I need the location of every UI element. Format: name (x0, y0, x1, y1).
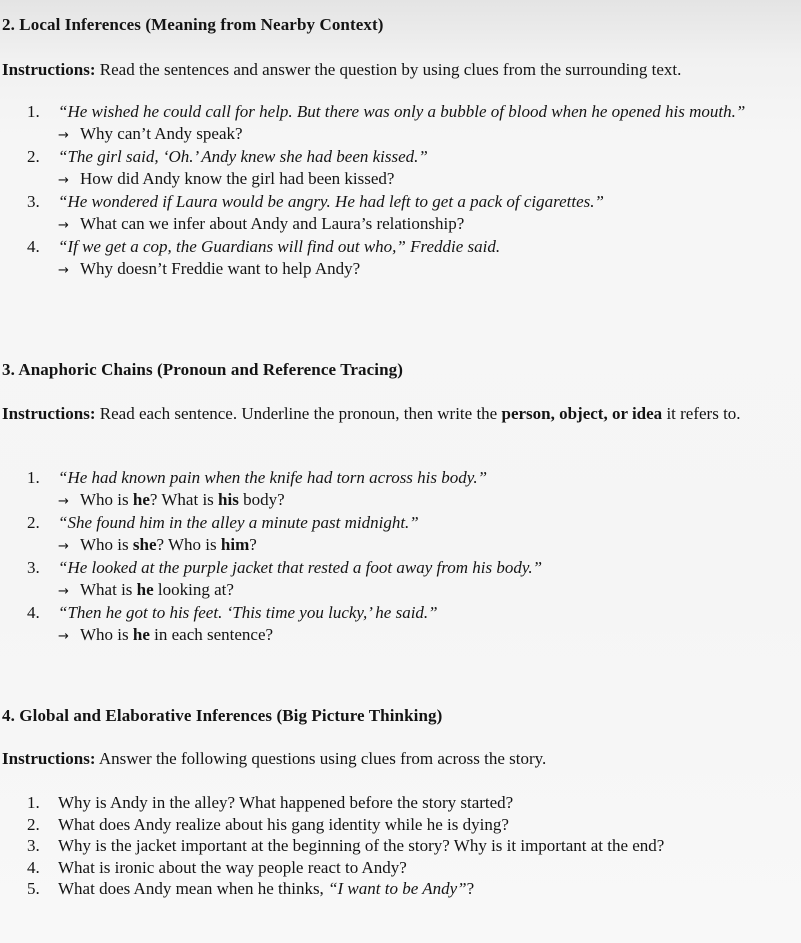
question-text-end: ? (466, 879, 475, 898)
arrow-icon: → (58, 127, 69, 143)
arrow-icon: → (58, 583, 69, 599)
item-number: 3. (27, 558, 40, 577)
item-question (58, 123, 758, 147)
item-question (58, 534, 758, 558)
pronoun: he (132, 489, 150, 509)
section-2-list (0, 101, 758, 281)
question-text: ? What is (149, 489, 219, 509)
question-text: Why can’t Andy speak? (80, 123, 243, 143)
item-number: 1. (27, 793, 40, 812)
section-2-title: 2. Local Inferences (Meaning from Nearby Context) (2, 15, 384, 34)
arrow-icon: → (58, 262, 69, 278)
list-item (0, 857, 758, 879)
list-item (0, 557, 758, 602)
item-number: 1. (27, 102, 40, 121)
pronoun: his (218, 489, 239, 509)
list-item (0, 146, 758, 191)
item-number: 4. (27, 603, 40, 622)
section-4-list (0, 792, 758, 900)
question-text: Who is (80, 624, 133, 644)
instructions-label: Instructions: (2, 749, 96, 768)
pronoun: she (132, 534, 157, 554)
instructions-text: Read the sentences and answer the question by using clues from the surrounding text. (95, 60, 682, 79)
item-number: 4. (27, 237, 40, 256)
pronoun: he (136, 579, 154, 599)
list-item (0, 467, 758, 512)
item-quote: “He had known pain when the knife had torn across his body.” (58, 468, 488, 487)
list-item (0, 191, 758, 236)
question-text: ? Who is (156, 534, 221, 554)
question-text: body? (238, 489, 285, 509)
item-question (58, 168, 758, 192)
section-4-instructions (2, 748, 762, 770)
question-text: What is (80, 579, 137, 599)
item-question (58, 489, 758, 513)
section-4-title: 4. Global and Elaborative Inferences (Big Picture Thinking) (2, 706, 443, 725)
arrow-icon: → (58, 538, 69, 554)
section-3-list (0, 467, 758, 647)
pronoun: he (132, 624, 150, 644)
list-item (0, 101, 758, 146)
question-text: looking at? (153, 579, 234, 599)
item-quote: “If we get a cop, the Guardians will find out who,” Freddie said. (58, 237, 501, 256)
list-item (0, 835, 758, 857)
item-number: 3. (27, 192, 40, 211)
question-text: What can we infer about Andy and Laura’s relationship? (80, 213, 465, 233)
instructions-label: Instructions: (2, 404, 96, 423)
section-3-title: 3. Anaphoric Chains (Pronoun and Reference Tracing) (2, 360, 404, 379)
list-item (0, 792, 758, 814)
instructions-label: Instructions: (2, 60, 96, 79)
item-quote: “He looked at the purple jacket that rested a foot away from his body.” (58, 558, 543, 577)
section-2-instructions (2, 59, 762, 81)
arrow-icon: → (58, 217, 69, 233)
item-question (58, 624, 758, 648)
item-question (58, 213, 758, 237)
instructions-text: Answer the following questions using clues from across the story. (95, 749, 547, 768)
item-quote: “Then he got to his feet. ‘This time you lucky,’ he said.” (58, 603, 438, 622)
list-item (0, 236, 758, 281)
question-text: How did Andy know the girl had been kissed? (80, 168, 395, 188)
arrow-icon: → (58, 628, 69, 644)
item-number: 3. (27, 836, 40, 855)
item-number: 2. (27, 513, 40, 532)
item-number: 1. (27, 468, 40, 487)
item-number: 5. (27, 879, 40, 898)
quoted-thought: “I want to be Andy” (328, 879, 467, 898)
arrow-icon: → (58, 172, 69, 188)
list-item (0, 878, 758, 900)
item-number: 4. (27, 857, 40, 877)
item-question (58, 258, 758, 282)
question-text: What is ironic about the way people react to Andy? (58, 857, 407, 877)
list-item (0, 814, 758, 836)
list-item (0, 512, 758, 557)
question-text: Who is (80, 534, 133, 554)
item-number: 2. (27, 814, 40, 834)
arrow-icon: → (58, 493, 69, 509)
question-text: Why is the jacket important at the beginning of the story? Why is it important at the end? (58, 836, 665, 855)
section-3-instructions (2, 403, 762, 425)
item-quote: “He wished he could call for help. But there was only a bubble of blood when he opened his mouth.” (58, 102, 746, 121)
question-text: ? (249, 534, 257, 554)
item-number: 2. (27, 147, 40, 166)
item-question (58, 579, 758, 603)
instructions-bold: person, object, or idea (501, 404, 663, 423)
item-quote: “He wondered if Laura would be angry. He had left to get a pack of cigarettes.” (58, 192, 604, 211)
pronoun: him (220, 534, 250, 554)
question-text: Why is Andy in the alley? What happened before the story started? (58, 793, 514, 812)
question-text: Why doesn’t Freddie want to help Andy? (80, 258, 361, 278)
question-text: What does Andy mean when he thinks, (58, 879, 329, 898)
item-quote: “The girl said, ‘Oh.’ Andy knew she had been kissed.” (58, 147, 428, 166)
item-quote: “She found him in the alley a minute past midnight.” (58, 513, 419, 532)
question-text: Who is (80, 489, 133, 509)
instructions-text-end: it refers to. (662, 404, 741, 423)
question-text: in each sentence? (149, 624, 274, 644)
list-item (0, 602, 758, 647)
instructions-text: Read each sentence. Underline the pronoun, then write the (95, 404, 502, 423)
question-text: What does Andy realize about his gang identity while he is dying? (58, 814, 509, 834)
